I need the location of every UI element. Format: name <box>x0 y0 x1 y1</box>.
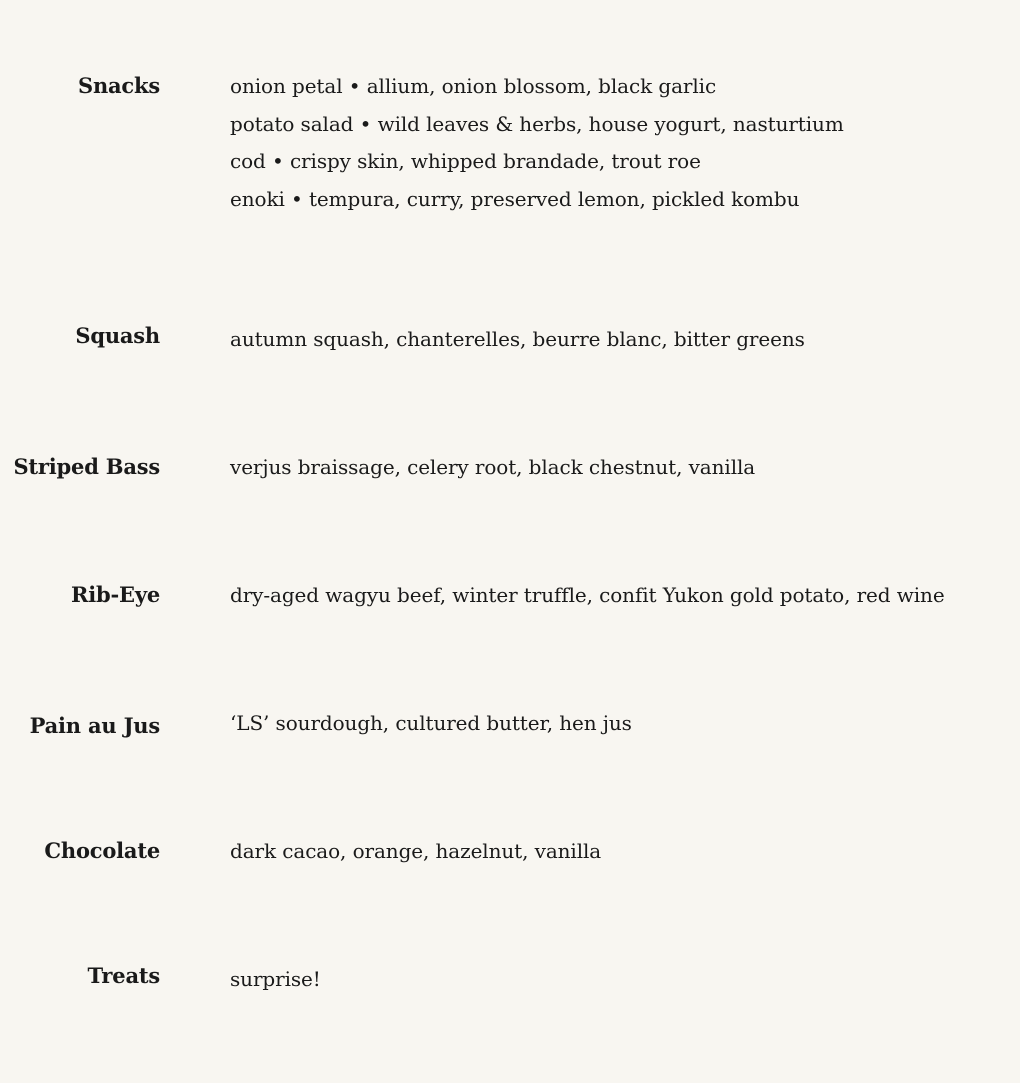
course-title: Treats <box>87 963 160 988</box>
course-title: Squash <box>75 323 160 348</box>
dish-item: autumn squash, chanterelles, beurre blanc, bitter greens <box>230 327 805 351</box>
dish-item: dry-aged wagyu beef, winter truffle, confit Yukon gold potato, red wine <box>230 583 945 607</box>
course-items <box>230 966 1010 992</box>
course-items <box>230 454 1010 480</box>
course-items <box>230 326 1010 352</box>
course-title: Snacks <box>77 73 160 98</box>
dish-item: verjus braissage, celery root, black chestnut, vanilla <box>230 455 756 479</box>
dish-item: cod • crispy skin, whipped brandade, trout roe <box>230 149 701 173</box>
course-items <box>230 838 1010 864</box>
dish-item: enoki • tempura, curry, preserved lemon, pickled kombu <box>230 186 800 211</box>
course-title: Chocolate <box>44 838 160 863</box>
course-items <box>230 582 1010 608</box>
dish-item: ‘LS’ sourdough, cultured butter, hen jus <box>230 711 632 735</box>
course-title: Rib-Eye <box>71 582 160 607</box>
dish-item: onion petal • allium, onion blossom, black garlic <box>230 74 717 98</box>
dish-item: potato salad • wild leaves & herbs, house yogurt, nasturtium <box>230 111 844 136</box>
course-title: Pain au Jus <box>29 713 160 738</box>
course-title: Striped Bass <box>13 454 160 479</box>
dish-item: surprise! <box>230 967 321 991</box>
dish-item: dark cacao, orange, hazelnut, vanilla <box>230 839 602 863</box>
course-items <box>230 710 1010 736</box>
course-items <box>230 68 1010 218</box>
